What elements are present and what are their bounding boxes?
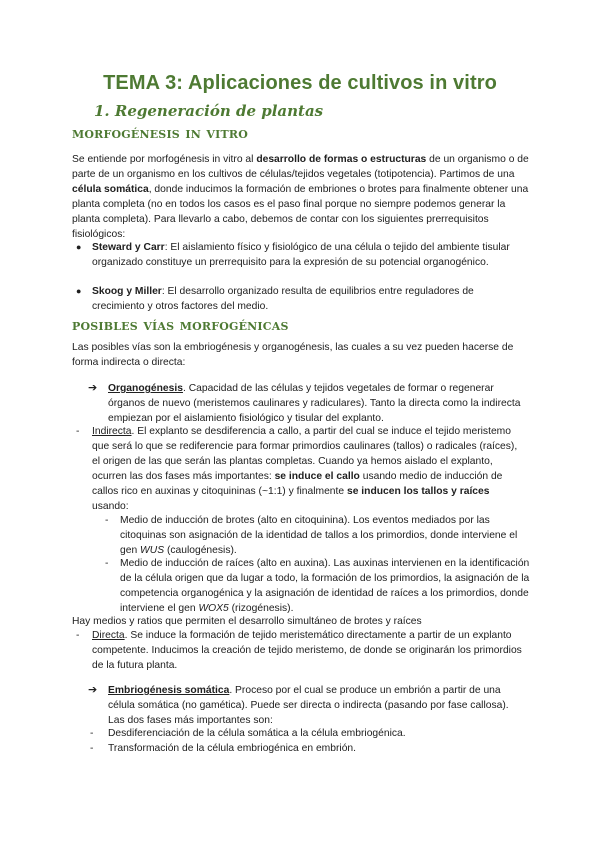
arrow-icon: ➔ <box>88 684 98 696</box>
text: usando medio de inducción de callos rico en auxinas y citoquininas (~1:1) y finalmente <box>92 471 503 497</box>
bullet-icon: ● <box>76 286 82 296</box>
bullet-skoog-miller <box>92 284 528 314</box>
sub-item-raices <box>120 556 530 616</box>
dash-icon: - <box>90 743 94 754</box>
bold-text: Skoog y Miller <box>92 286 162 297</box>
paragraph-morfogenesis <box>72 152 532 242</box>
bold-text: se inducen los tallos y raíces <box>346 486 490 497</box>
text: . Capacidad de las células y tejidos vegetales de formar o regenerar órganos de nuevo (meristemos caulinares y radiculares). Tanto la directa como la indirecta empiezan por el aislamiento fisiológico y tisular del explanto. <box>108 383 521 424</box>
bold-underlined-text: Embriogénesis somática <box>108 685 230 696</box>
dash-icon: - <box>76 630 80 641</box>
text: , donde inducimos la formación de embriones o brotes para finalmente obtener una planta completa (no en todos los casos es el paso final porque no siempre podemos generar la planta completa). Para llevarlo a cabo, debemos de contar con los siguientes prerrequisitos fisiológicos: <box>72 184 529 240</box>
bullet-steward-carr <box>92 240 528 270</box>
bullet-icon: ● <box>76 242 82 252</box>
underlined-text: Directa <box>92 630 125 641</box>
text: . Proceso por el cual se produce un embrión a partir de una célula somática (no gamética). Puede ser directa o indirecta (pasando por fase callosa). Las dos fases más importantes son: <box>108 685 509 726</box>
underlined-text: Indirecta <box>92 426 132 437</box>
arrow-icon: ➔ <box>88 382 98 394</box>
italic-text: WUS <box>140 545 165 556</box>
heading-morfogenesis: morfogénesis in vitro <box>72 124 248 142</box>
paragraph-organogenesis <box>108 381 528 426</box>
bold-text: Steward y Carr <box>92 242 165 253</box>
italic-text: WOX5 <box>198 603 229 614</box>
bold-text: desarrollo de formas o estructuras <box>256 154 427 165</box>
text: Se entiende por morfogénesis in vitro al <box>72 154 257 165</box>
sub-item-brotes <box>120 513 530 558</box>
dash-icon: - <box>105 558 109 569</box>
page-title: TEMA 3: Aplicaciones de cultivos in vitro <box>103 72 497 94</box>
text: Medio de inducción de raíces (alto en auxina). Las auxinas intervienen en la identificación de la célula origen que da lugar a todo, la formación de los primordios, la asignación de la competencia organogénica y la asignación de identidad de raíces a los primordios, donde interviene el gen <box>120 558 530 614</box>
paragraph-directa <box>92 628 528 673</box>
text: (rizogénesis). <box>228 603 294 614</box>
text: de un organismo o de parte de un organismo en los cultivos de células/tejidos vegetales (totipotencia). Partimos de una <box>72 154 529 180</box>
paragraph-vias-intro: Las posibles vías son la embriogénesis y organogénesis, las cuales a su vez pueden hacerse de forma indirecta o directa: <box>72 342 514 368</box>
text: . Se induce la formación de tejido meristemático directamente a partir de un explanto competente. Inducimos la creación de tejido meristemo, de donde se originarán los primordios de la futura planta. <box>92 630 522 671</box>
dash-icon: - <box>76 426 80 437</box>
bold-text: se induce el callo <box>274 471 360 482</box>
dash-icon: - <box>90 728 94 739</box>
dash-icon: - <box>105 515 109 526</box>
text: : El aislamiento físico y fisiológico de una célula o tejido del ambiente tisular organizado constituye un prerrequisito para la expresión de su potencial organogénico. <box>92 242 510 268</box>
bold-text: célula somática <box>72 184 149 195</box>
text: : El desarrollo organizado resulta de equilibrios entre reguladores de crecimiento y otros factores del medio. <box>92 286 474 312</box>
list-item-transformacion: Transformación de la célula embriogénica en embrión. <box>108 743 357 754</box>
bold-underlined-text: Organogénesis <box>108 383 183 394</box>
subtitle-regeneracion: 1. Regeneración de plantas <box>94 102 324 120</box>
text: usando: <box>92 501 129 512</box>
paragraph-embriogenesis <box>108 683 528 728</box>
list-item-desdiferenciacion: Desdiferenciación de la célula somática a la célula embriogénica. <box>108 728 406 739</box>
heading-vias: posibles vías morfogénicas <box>72 316 289 334</box>
text: . El explanto se desdiferencia a callo, a partir del cual se induce el tejido meristemo que será lo que se rediferencie para formar primordios caulinares (tallos) o radicales (raíces), el origen de las que serán las plantas completas. Cuando ya hemos aislado el explanto, ocurren las dos fases más importantes: <box>92 426 518 482</box>
text: (caulogénesis). <box>164 545 237 556</box>
paragraph-indirecta <box>92 424 528 514</box>
text: Medio de inducción de brotes (alto en citoquinina). Los eventos mediados por las citoquinas son asignación de la identidad de tallos a los primordios, donde interviene el gen <box>120 515 518 556</box>
paragraph-medios: Hay medios y ratios que permiten el desarrollo simultáneo de brotes y raíces <box>72 616 422 627</box>
